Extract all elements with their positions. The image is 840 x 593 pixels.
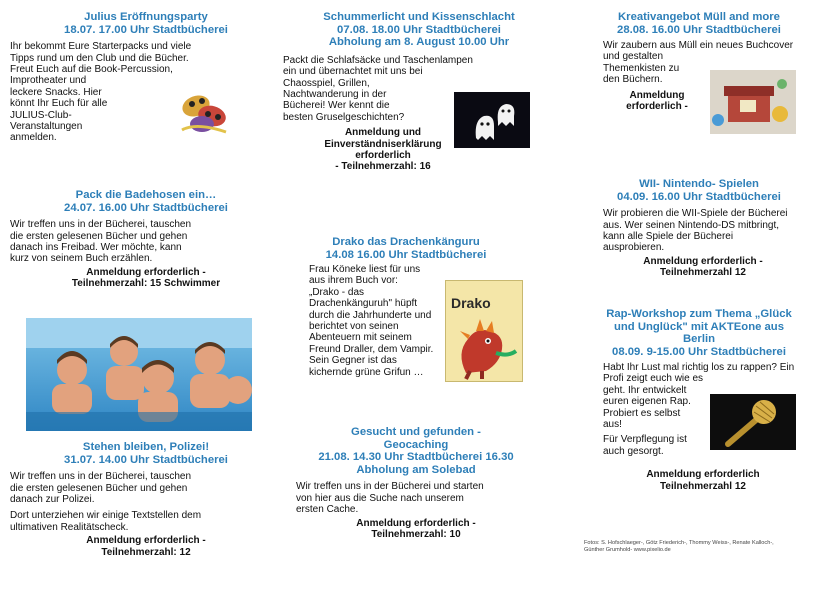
microphone-image (710, 394, 796, 450)
event-title: Drako das Drachenkänguru (332, 236, 480, 248)
event-description: Wir probieren die WII-Spiele der Bücherei aus. Wer seinen Nintendo-DS mitbringt, kann alle Spiele der Bücherei ausprobieren. (603, 208, 788, 254)
event-date: 21.08. 14.30 Uhr Stadtbücherei 16.30 (318, 451, 514, 464)
registration-note: Anmeldung erforderlich - (356, 517, 476, 529)
event-title: Kreativangebot Müll and more (618, 11, 780, 23)
event-description: Wir treffen uns in der Bücherei und starten von hier aus die Suche nach unserem ersten Cache. (296, 481, 484, 516)
party-masks-image (176, 86, 232, 138)
event-date: 14.08 16.00 Uhr Stadtbücherei (325, 248, 487, 261)
event-date: 08.09. 9-15.00 Uhr Stadtbücherei (612, 345, 786, 358)
event-pickup: Abholung am Solebad (356, 463, 476, 476)
event-date: 24.07. 16.00 Uhr Stadtbücherei (64, 201, 228, 214)
event-wii (563, 178, 835, 279)
registration-note: Anmeldung erforderlich - (86, 266, 206, 278)
registration-note: Anmeldung und (344, 127, 422, 139)
event-description: Wir treffen uns in der Bücherei, tauschen die ersten gelesenen Bücher und gehen danach zur Polizei. Dort unterziehen wir einige Textstellen dem ultimativen Realitätscheck. (10, 471, 202, 533)
event-polizei (10, 441, 282, 558)
participant-count: Teilnehmerzahl: 12 (101, 546, 191, 558)
event-date: 28.08. 16.00 Uhr Stadtbücherei (617, 23, 781, 36)
event-kreativangebot-description: Wir zaubern aus Müll ein neues Buchcover und gestalten Themenkisten zu den Büchern. Anmeldung erforderlich - (603, 40, 794, 113)
registration-note: Anmeldung (629, 89, 685, 101)
swimming-kids-photo (26, 318, 252, 431)
event-kreativangebot (563, 11, 835, 36)
event-badehosen (10, 189, 282, 290)
event-rap-description: Habt Ihr Lust mal richtig los zu rappen? Ein Profi zeigt euch wie es geht. Ihr entwickelt euren eigenen Rap. Probiert es selbst aus! Für Verpflegung ist auch gesorgt. Anmeldung erforderlich Teilnehmerzahl 12 (603, 362, 803, 492)
participant-count: Teilnehmerzahl: 15 Schwimmer (71, 278, 221, 290)
event-description: Wir treffen uns in der Bücherei, tauschen die ersten gelesenen Bücher und gehen danach ins Freibad. Wer möchte, kann kurz von seinem Buch erzählen. (10, 219, 192, 265)
event-title: Julius Eröffnungsparty (84, 11, 208, 23)
participant-count: Teilnehmerzahl 12 (660, 267, 746, 279)
event-title: Pack die Badehosen ein… (75, 189, 217, 201)
participant-count: Teilnehmerzahl 12 (660, 480, 746, 492)
drako-book-cover (445, 280, 523, 382)
registration-note: Anmeldung erforderlich - (643, 255, 763, 267)
photo-credits: Fotos: S. Hofschlaeger-, Götz Friederich-, Thommy Weiss-, Renate Kalloch-, Günther Grumhold- www.pixelio.de (584, 540, 774, 553)
event-title: Gesucht und gefunden - (351, 426, 481, 438)
event-drako (270, 236, 542, 261)
event-date: 07.08. 18.00 Uhr Stadtbücherei (337, 23, 501, 36)
event-description: Ihr bekommt Eure Starterpacks und viele Tipps rund um den Club und die Bücher. Freut Euch auf die Book-Percussion, Improtheater und leckere Snacks. Hier könnt Ihr Euch für alle JULIUS-Club- Veranstaltungen anmelden. (10, 41, 192, 144)
book-cover-title: Drako (451, 295, 491, 311)
event-julius-party (10, 11, 282, 144)
event-title: Stehen bleiben, Polizei! (82, 441, 210, 453)
event-date: 18.07. 17.00 Uhr Stadtbücherei (64, 23, 228, 36)
participant-count: - Teilnehmerzahl: 16 (335, 161, 431, 173)
registration-note: Anmeldung erforderlich (646, 469, 760, 481)
event-date: 04.09. 16.00 Uhr Stadtbücherei (617, 190, 781, 203)
event-title: Rap-Workshop zum Thema „Glück (606, 308, 792, 320)
event-date: 31.07. 14.00 Uhr Stadtbücherei (64, 453, 228, 466)
event-rap-workshop: Rap-Workshop zum Thema „Glück und Unglück" mit AKTEone aus Berlin 08.09. 9-15.00 Uhr Stadtbücherei (563, 308, 835, 358)
craft-box-image (710, 70, 796, 134)
event-pickup: Abholung am 8. August 10.00 Uhr (328, 36, 510, 49)
event-geocaching: Gesucht und gefunden - Geocaching 21.08. 14.30 Uhr Stadtbücherei 16.30 Abholung am Solebad Wir treffen uns in der Bücherei und starten von hier aus die Suche nach unserem ersten Cache. Anmeldung erforderlich - Teilnehmerzahl: 10 (280, 426, 552, 540)
registration-note: Anmeldung erforderlich - (86, 535, 206, 547)
event-drako-description: Frau Köneke liest für uns aus ihrem Buch vor: „Drako - das Drachenkänguruh" hüpft durch die Jahrhunderte und berichtet von seinen Abenteuern mit seinem Freund Draller, dem Vampir. Sein Gegner ist das kichernde grüne Grifun … (309, 264, 434, 378)
participant-count: Teilnehmerzahl: 10 (371, 529, 461, 540)
ghosts-image (454, 92, 530, 148)
event-title: Schummerlicht und Kissenschlacht (323, 11, 515, 23)
event-description: Packt die Schlafsäcke und Taschenlampen ein und übernachtet mit uns bei Chaosspiel, Grillen, Nachtwanderung in der Bücherei! Wer kennt die besten Gruselgeschichten? (283, 54, 473, 123)
event-title: WII- Nintendo- Spielen (639, 178, 759, 190)
event-schummerlicht: Schummerlicht und Kissenschlacht 07.08. 18.00 Uhr Stadtbücherei Abholung am 8. August 10.00 Uhr Packt die Schlafsäcke und Taschenlampen ein und übernachtet mit uns bei Chaosspiel, Grillen, Nachtwanderung in der Bücherei! Wer kennt die besten Gruselgeschichten? Anmeldung und Einverständniserklärung erforderlich - Teilnehmerzahl: 16 (283, 11, 555, 173)
